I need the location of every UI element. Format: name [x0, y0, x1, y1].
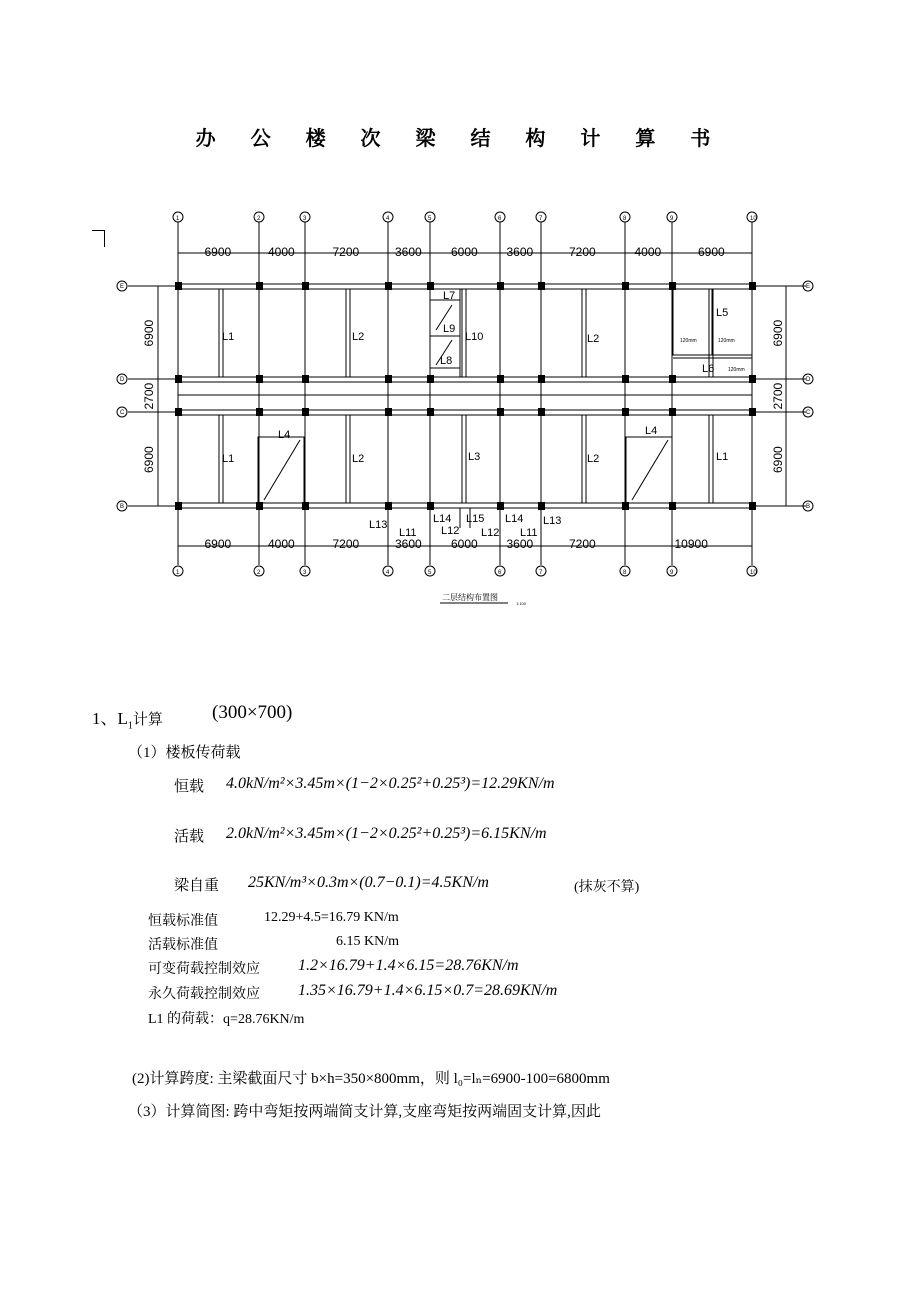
section1-heading-text: 1、L — [92, 709, 128, 728]
beam-label-L11: L11 — [399, 527, 417, 539]
top-dim: 4000 — [268, 245, 295, 259]
top-dim: 4000 — [634, 245, 662, 259]
top-dim: 6900 — [698, 245, 725, 259]
section1-heading-tail: 计算 — [132, 712, 163, 728]
plan-caption: 二层结构布置图 — [442, 593, 498, 602]
right-dim: 6900 — [771, 446, 785, 473]
row-axis-E-left: E — [120, 284, 125, 290]
axis-label-8-bottom: 8 — [623, 570, 627, 576]
beam-label-L3: L3 — [468, 451, 481, 463]
top-dim: 7200 — [569, 245, 596, 259]
beam-label-L14: L14 — [505, 513, 524, 525]
bottom-dim: 6900 — [204, 537, 232, 551]
load-result: L1 的荷载：q=28.76KN/m — [148, 1012, 305, 1027]
right-dim: 2700 — [771, 382, 785, 410]
item2-span: (2)计算跨度: 主梁截面尺寸 b×h=350×800mm，则 l₀=lₙ=6900-100=6800mm — [132, 1071, 610, 1087]
beam-label-L12: L12 — [441, 525, 460, 537]
left-dim: 2700 — [142, 382, 156, 410]
beam-label-L2: L2 — [352, 331, 365, 343]
live-std-label: 活载标准值 — [148, 938, 218, 953]
axis-label-6-bottom: 6 — [498, 570, 502, 576]
axis-label-4-top: 4 — [386, 216, 390, 222]
axis-label-5-top: 5 — [428, 216, 432, 222]
row-axis-D-left: D — [120, 377, 125, 383]
live-load-label: 活载 — [174, 829, 205, 845]
beam-label-L13: L13 — [543, 515, 562, 527]
top-dim: 6900 — [204, 245, 232, 259]
beam-label-L15: L15 — [466, 513, 485, 525]
bottom-dim: 7200 — [332, 537, 360, 551]
beam-label-L4: L4 — [278, 429, 291, 441]
room-note: 120mm — [728, 367, 745, 373]
axis-label-7-top: 7 — [539, 216, 543, 222]
axis-label-1-top: 1 — [176, 216, 180, 222]
beam-label-L7: L7 — [443, 290, 456, 302]
row-axis-C-left: C — [120, 410, 125, 416]
row-axis-B-right: B — [806, 504, 811, 510]
left-dim: 6900 — [142, 319, 156, 347]
page-title: 办 公 楼 次 梁 结 构 计 算 书 — [195, 126, 725, 150]
self-weight-label: 梁自重 — [174, 878, 220, 894]
bottom-dim: 10900 — [674, 537, 708, 551]
beam-label-L10: L10 — [465, 331, 484, 343]
row-axis-D-right: D — [806, 377, 811, 383]
self-weight-note: (抹灰不算) — [574, 880, 640, 895]
axis-label-10-top: 10 — [750, 216, 757, 222]
floor-plan-drawing — [0, 200, 920, 620]
beam-label-L1: L1 — [222, 453, 235, 465]
bottom-dim: 6000 — [451, 537, 478, 551]
beam-label-L2: L2 — [587, 453, 600, 465]
beam-label-L2: L2 — [587, 333, 600, 345]
axis-label-6-top: 6 — [498, 216, 502, 222]
beam-label-L12: L12 — [481, 527, 500, 539]
row-axis-C-right: C — [806, 410, 811, 416]
bottom-dim: 7200 — [569, 537, 596, 551]
top-dim: 3600 — [506, 245, 534, 259]
beam-label-L8: L8 — [440, 355, 453, 367]
axis-label-8-top: 8 — [623, 216, 627, 222]
beam-label-L1: L1 — [222, 331, 235, 343]
beam-label-L2: L2 — [352, 453, 365, 465]
live-load-equation: 2.0kN/m²×3.45m×(1−2×0.25²+0.25³)=6.15KN/m — [226, 825, 547, 842]
beam-label-L11: L11 — [520, 527, 538, 539]
dead-load-equation: 4.0kN/m²×3.45m×(1−2×0.25²+0.25³)=12.29KN/m — [226, 775, 555, 792]
beam-label-L5: L5 — [716, 307, 729, 319]
item1-label: （1）楼板传荷载 — [128, 745, 241, 761]
right-dim: 6900 — [771, 319, 785, 347]
top-dim: 3600 — [395, 245, 422, 259]
permanent-control-label: 永久荷载控制效应 — [148, 987, 260, 1002]
left-dim: 6900 — [142, 446, 156, 473]
axis-label-7-bottom: 7 — [539, 570, 543, 576]
axis-label-3-top: 3 — [303, 216, 307, 222]
axis-label-9-top: 9 — [670, 216, 674, 222]
room-note: 120mm — [718, 338, 735, 344]
dead-std-value: 12.29+4.5=16.79 KN/m — [264, 910, 399, 925]
section1-heading-sub: 1 — [127, 720, 133, 732]
item3-diagram: （3）计算简图: 跨中弯矩按两端简支计算,支座弯矩按两端固支计算,因此 — [128, 1104, 601, 1120]
variable-control-equation: 1.2×16.79+1.4×6.15=28.76KN/m — [298, 957, 519, 974]
bottom-dim: 3600 — [506, 537, 534, 551]
plan-caption-scale: 1:100 — [516, 601, 527, 606]
self-weight-equation: 25KN/m³×0.3m×(0.7−0.1)=4.5KN/m — [248, 874, 489, 891]
top-dim: 6000 — [451, 245, 478, 259]
axis-label-5-bottom: 5 — [428, 570, 432, 576]
row-axis-E-right: E — [806, 284, 811, 290]
section1-heading — [92, 704, 163, 731]
bottom-dim: 3600 — [395, 537, 422, 551]
section1-size: (300×700) — [212, 702, 293, 723]
beam-label-L14: L14 — [433, 513, 452, 525]
dead-std-label: 恒载标准值 — [148, 914, 218, 929]
bottom-dim: 4000 — [268, 537, 295, 551]
axis-label-9-bottom: 9 — [670, 570, 674, 576]
beam-label-L4: L4 — [645, 425, 658, 437]
live-std-value: 6.15 KN/m — [336, 934, 399, 949]
beam-label-L1: L1 — [716, 451, 729, 463]
variable-control-label: 可变荷载控制效应 — [148, 962, 260, 977]
dead-load-label: 恒载 — [174, 779, 205, 795]
axis-label-10-bottom: 10 — [750, 570, 757, 576]
axis-label-1-bottom: 1 — [176, 570, 180, 576]
axis-label-2-top: 2 — [257, 216, 261, 222]
permanent-control-equation: 1.35×16.79+1.4×6.15×0.7=28.69KN/m — [298, 982, 558, 999]
axis-label-4-bottom: 4 — [386, 570, 390, 576]
axis-label-2-bottom: 2 — [257, 570, 261, 576]
beam-label-L13: L13 — [369, 519, 388, 531]
axis-label-3-bottom: 3 — [303, 570, 307, 576]
top-dim: 7200 — [332, 245, 360, 259]
beam-label-L9: L9 — [443, 323, 456, 335]
beam-label-L6: L6 — [702, 363, 715, 375]
row-axis-B-left: B — [120, 504, 125, 510]
room-note: 120mm — [680, 338, 697, 344]
